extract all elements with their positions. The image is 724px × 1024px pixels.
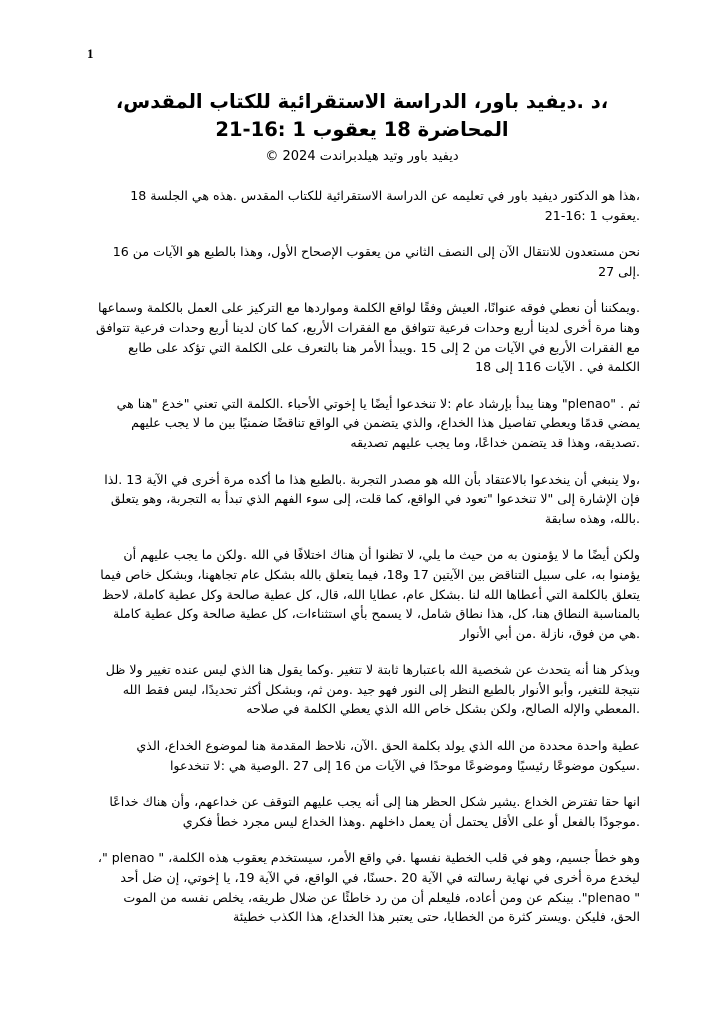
paragraph: ،" plenao " ،وهو خطأ جسيم، وهو في قلب الخطية نفسها .في واقع الأمر، سيستخدم يعقوب هذه الكلمة ليخدع مرة أخرى في نهاية رسالته في الآية 20 .حسنًا، في الواقع، في الآية 19، يا إخوتي، إن ضل أحد بينكم عن ومن أعاده، فليعلم أن من رد خاطئًا عن ضلال طريقه، يخلص نفسه من الموت ."plenao " الحق، فليكن .ويستر كثرة من الخطايا، حتى يعتبر هذا الخداع، هذا الكذب خطيئة	[97, 850, 640, 925]
paragraph: ويذكر هنا أنه يتحدث عن شخصية الله باعتبارها ثابتة لا تتغير .وكما يقول هنا الذي ليس عنده تغيير ولا ظل نتيجة للتغير، وأبو الأنوار بالطبع النظر إلى النور فهو جيد .ومن ثم، وبشكل أكثر تحديدًا، ليس فقط الله .المعطي والإله الصالح، ولكن بشكل خاص الله الذي يعطي الكلمة في صلاحه	[105, 662, 640, 717]
paragraph: .ويمكننا أن نعطي فوقه عنوانًا، العيش وفقًا لواقع الكلمة ومواردها مع التركيز على العمل بالكلمة وسماعها وهنا مرة أخرى لدينا أربع وحدات فرعية تتوافق مع الفقرات الأربع، كما كان لدينا أربع وحدات فرعية تتوافق مع الفقرات الأربع في الآيات من 2 إلى 15 .ويبدأ الأمر هنا بالتعرف على الكلمة التي تؤكد على طابع الكلمة في . الآيات 116 إلى 18	[95, 300, 640, 375]
paragraph: انها حقا تفترض الخداع .يشير شكل الحظر هنا إلى أنه يجب عليهم التوقف عن خداعهم، وأن هناك خداعًا .موجودًا بالفعل أو على الأقل يحتمل أن يعمل داخلهم .وهذا الخداع ليس مجرد خطأ فكري	[109, 794, 640, 829]
page-number: 1	[87, 46, 94, 61]
paragraph: ولكن أيضًا ما لا يؤمنون به من حيث ما يلي، لا تظنوا أن هناك اختلافًا في الله .ولكن ما يجب عليهم أن يؤمنوا به، على سبيل التناقض بين الآيتين 17 و18، فيما يتعلق بالله بشكل عام تجاههنا، وبشكل خاص فيما يتعلق بالكلمة التي أعطاها الله لنا .بشكل عام، عطايا الله، قال، كل عطية صالحة وكل عطية كاملة، لاحظ بالمناسبة النطاق هنا، كل، هذا نطاق شامل، لا يسمح بأي استثناءات، كل عطية صالحة وكل عطية كاملة .هي من فوق، نازلة .من أبي الأنوار	[100, 547, 640, 641]
paragraph: ،هذا هو الدكتور ديفيد باور في تعليمه عن الدراسة الاستقرائية للكتاب المقدس .هذه هي الجلسة 18 .يعقوب 1 :16-21	[130, 188, 640, 223]
paragraph: ،ولا ينبغي أن ينخدعوا بالاعتقاد بأن الله هو مصدر التجربة .بالطبع هذا ما أكده مرة أخرى في الآية 13 .لذا فإن الإشارة إلى "لا تنخدعوا "تعود في الواقع، كما قلت، إلى سوء الفهم الذي تبدأ به التجربة، وهو يتعلق .بالله، وهذه سابقة	[104, 471, 640, 526]
paragraph: ثم . "plenao" وهنا يبدأ بإرشاد عام :لا تنخدعوا أيضًا يا إخوتي الأحباء .الكلمة التي تعني "خدع "هنا هي يمضي قدمًا ويعطي تفاصيل هذا الخداع، والذي يتضمن في الواقع تناقضًا ضمنيًا بين ما لا يجب عليهم .تصديقه، وهذا قد يتضمن خداعًا، وما يجب عليهم تصديقه	[116, 395, 640, 450]
copyright-line: ديفيد باور وتيد هيلدبراندت 2024 ©	[265, 149, 459, 164]
lecture-title: ،د .ديفيد باور، الدراسة الاستقرائية للكتاب المقدس، المحاضرة 18 يعقوب 1 :16-21	[115, 90, 609, 141]
paragraph: عطية واحدة محددة من الله الذي يولد بكلمة الحق .الآن، نلاحظ المقدمة هنا لموضوع الخداع، الذي .سيكون موضوعًا رئيسيًا وموضوعًا موحدًا في الآيات من 16 إلى 27 .الوصية هي :لا تنخدعوا	[136, 738, 640, 773]
transcript-body	[96, 186, 640, 944]
paragraph: نحن مستعدون للانتقال الآن إلى النصف الثاني من يعقوب الإصحاح الأول، وهذا بالطبع هو الآيات من 16 .إلى 27	[112, 244, 640, 279]
